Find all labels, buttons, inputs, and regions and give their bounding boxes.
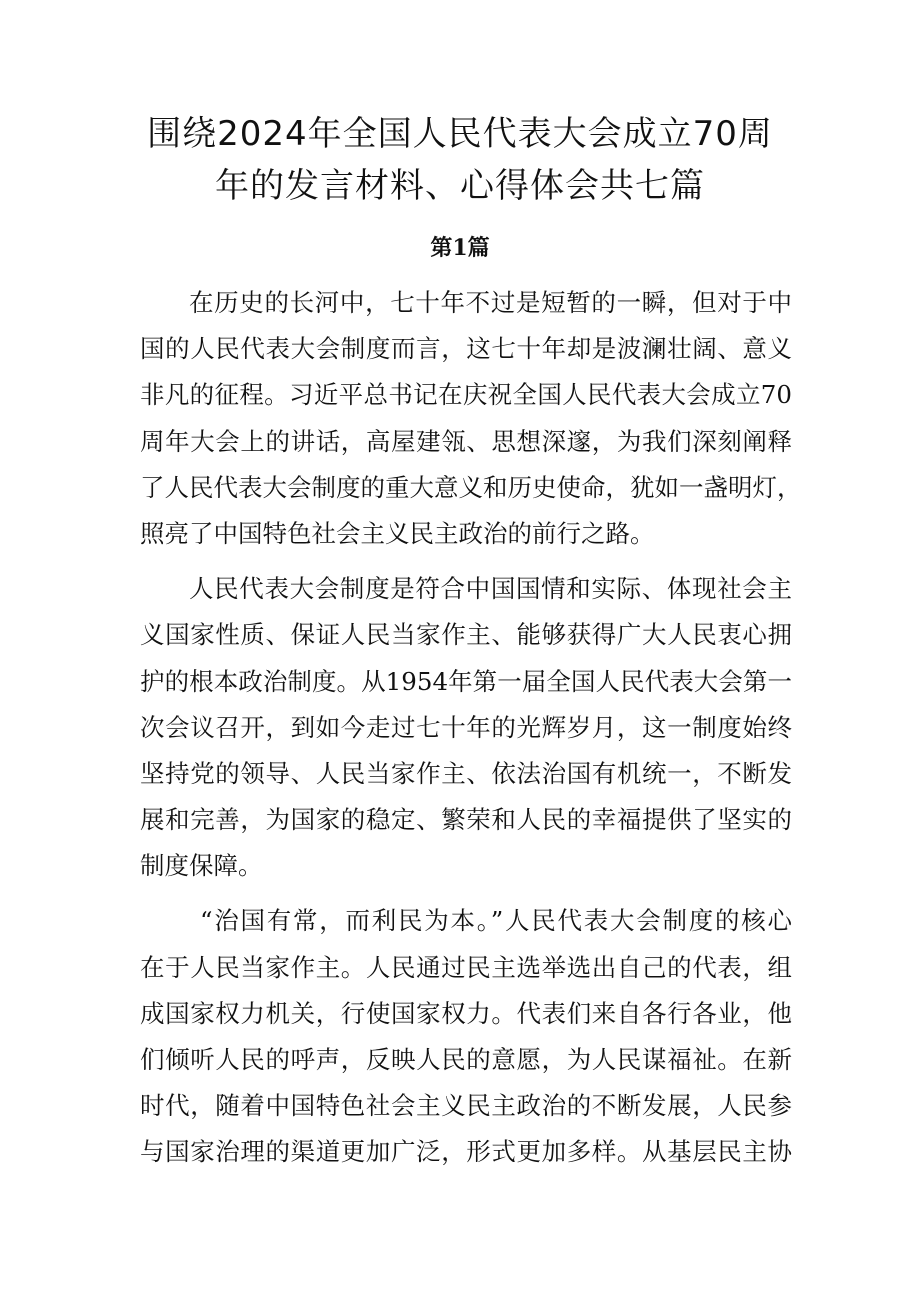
paragraph-line: 非凡的征程。习近平总书记在庆祝全国人民代表大会成立70 xyxy=(140,380,792,410)
title-line-1: 围绕2024年全国人民代表大会成立70周 xyxy=(147,114,773,154)
paragraph-3 xyxy=(140,898,792,1175)
paragraph-line: 成国家权力机关，行使国家权力。代表们来自各行各业，他 xyxy=(140,998,792,1028)
paragraph-line: 了人民代表大会制度的重大意义和历史使命，犹如一盏明灯， xyxy=(140,472,802,502)
paragraph-line: “治国有常，而利民为本。”人民代表大会制度的核心 xyxy=(200,906,792,936)
paragraph-line: 义国家性质、保证人民当家作主、能够获得广大人民衷心拥 xyxy=(140,620,792,650)
paragraph-line: 国的人民代表大会制度而言，这七十年却是波澜壮阔、意义 xyxy=(140,334,792,364)
paragraph-line: 时代，随着中国特色社会主义民主政治的不断发展，人民参 xyxy=(140,1091,792,1121)
paragraph-line: 坚持党的领导、人民当家作主、依法治国有机统一，不断发 xyxy=(140,758,792,788)
paragraph-line: 人民代表大会制度是符合中国国情和实际、体现社会主 xyxy=(189,574,792,604)
paragraph-line: 们倾听人民的呼声，反映人民的意愿，为人民谋福祉。在新 xyxy=(140,1045,792,1074)
paragraph-1 xyxy=(140,280,802,557)
paragraph-line: 护的根本政治制度。从1954年第一届全国人民代表大会第一 xyxy=(140,666,792,696)
section-heading: 第1篇 xyxy=(430,235,490,261)
paragraph-2 xyxy=(140,566,792,889)
document-title xyxy=(140,108,780,212)
paragraph-line: 在历史的长河中，七十年不过是短暂的一瞬，但对于中 xyxy=(189,288,792,317)
paragraph-line: 在于人民当家作主。人民通过民主选举选出自己的代表，组 xyxy=(140,952,792,982)
paragraph-line: 次会议召开，到如今走过七十年的光辉岁月，这一制度始终 xyxy=(140,712,792,742)
document-body xyxy=(140,280,802,1176)
title-line-2: 年的发言材料、心得体会共七篇 xyxy=(215,166,705,206)
paragraph-line: 周年大会上的讲话，高屋建瓴、思想深邃，为我们深刻阐释 xyxy=(140,426,792,456)
paragraph-line: 与国家治理的渠道更加广泛，形式更加多样。从基层民主协 xyxy=(140,1137,792,1167)
paragraph-line: 展和完善，为国家的稳定、繁荣和人民的幸福提供了坚实的 xyxy=(140,805,792,835)
paragraph-line: 照亮了中国特色社会主义民主政治的前行之路。 xyxy=(140,518,655,548)
paragraph-line: 制度保障。 xyxy=(140,851,263,881)
